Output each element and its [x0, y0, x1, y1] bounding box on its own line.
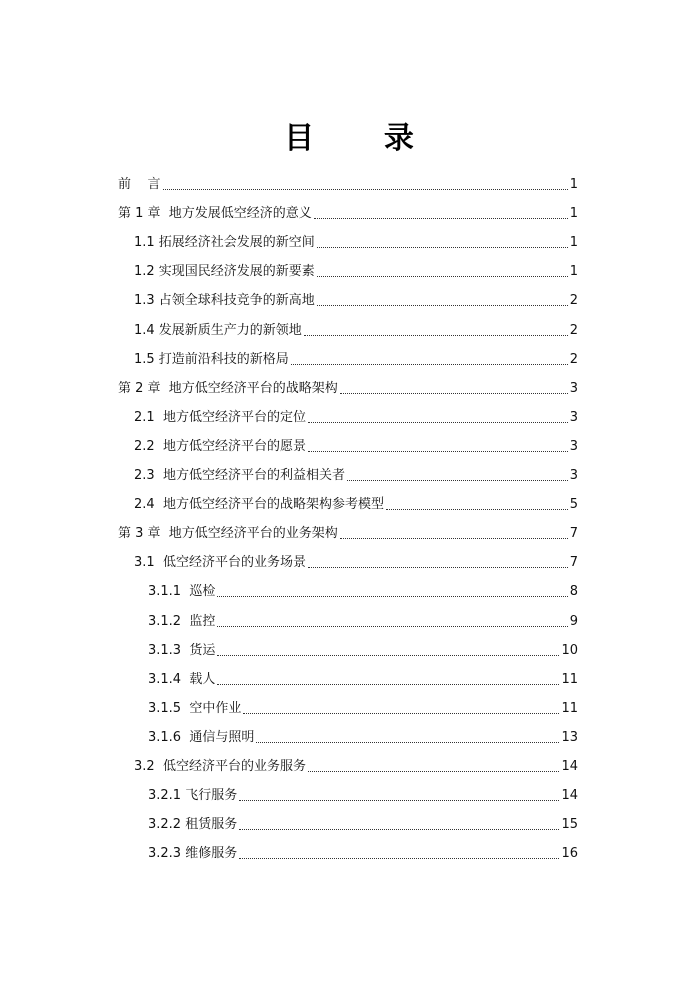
toc-entry-label: 3.1.2 监控 — [148, 613, 216, 629]
dot-leader — [239, 800, 559, 801]
toc-entry[interactable] — [148, 667, 578, 693]
toc-entry[interactable] — [148, 812, 578, 838]
toc-entry[interactable] — [148, 638, 578, 664]
toc-entry[interactable] — [134, 288, 578, 314]
dot-leader — [386, 509, 568, 510]
toc-entry-label: 2.2 地方低空经济平台的愿景 — [134, 438, 306, 454]
toc-entry-label: 3.2.1 飞行服务 — [148, 788, 238, 804]
toc-entry[interactable] — [118, 201, 578, 227]
toc-entry-page-number: 1 — [569, 235, 578, 251]
toc-entry[interactable] — [148, 783, 578, 809]
toc-entry-page-number: 3 — [569, 468, 578, 483]
toc-entry-label: 2.3 地方低空经济平台的利益相关者 — [134, 468, 345, 483]
toc-entry[interactable] — [118, 376, 578, 402]
toc-entry-page-number: 13 — [561, 729, 578, 745]
toc-entry-label: 1.3 占领全球科技竞争的新高地 — [134, 293, 315, 309]
toc-entry-label: 2.4 地方低空经济平台的战略架构参考模型 — [134, 497, 384, 513]
toc-entry[interactable] — [118, 172, 578, 198]
dot-leader — [217, 626, 567, 627]
toc-entry-label: 1.2 实现国民经济发展的新要素 — [134, 264, 315, 280]
toc-entry[interactable] — [134, 434, 578, 460]
dot-leader — [243, 713, 559, 714]
toc-entry-page-number: 3 — [569, 409, 578, 425]
toc-entry-page-number: 16 — [561, 846, 578, 862]
toc-entry[interactable] — [134, 230, 578, 256]
toc-entry-page-number: 7 — [569, 555, 578, 571]
toc-entry-label: 3.1.4 载人 — [148, 671, 216, 687]
toc-entry-page-number: 14 — [561, 759, 578, 774]
toc-entry-label: 3.2.3 维修服务 — [148, 846, 238, 862]
toc-entry-page-number: 11 — [561, 671, 578, 687]
toc-entry-label: 1.5 打造前沿科技的新格局 — [134, 351, 289, 367]
toc-entry-label: 3.1.3 货运 — [148, 642, 216, 658]
toc-entry-page-number: 5 — [569, 497, 578, 513]
toc-entry-label: 第 3 章 地方低空经济平台的业务架构 — [118, 526, 338, 542]
dot-leader — [308, 567, 568, 568]
toc-entry-page-number: 2 — [569, 351, 578, 367]
dot-leader — [308, 451, 568, 452]
toc-entry-label: 3.1.5 空中作业 — [148, 700, 242, 716]
toc-entry[interactable] — [134, 754, 578, 780]
toc-entry-page-number: 15 — [561, 817, 578, 833]
dot-leader — [317, 305, 568, 306]
toc-entry-page-number: 2 — [569, 293, 578, 309]
toc-entry-page-number: 8 — [569, 584, 578, 600]
dot-leader — [314, 218, 568, 219]
toc-entry[interactable] — [148, 579, 578, 605]
toc-entry[interactable] — [118, 521, 578, 547]
toc-entry[interactable] — [148, 841, 578, 867]
toc-entry-label: 3.2.2 租赁服务 — [148, 817, 238, 833]
dot-leader — [317, 247, 568, 248]
dot-leader — [291, 364, 568, 365]
dot-leader — [308, 422, 568, 423]
toc-entry-label: 3.1.1 巡检 — [148, 584, 216, 600]
toc-entry-page-number: 7 — [569, 526, 578, 542]
toc-entry[interactable] — [134, 463, 578, 489]
toc-entry[interactable] — [134, 318, 578, 344]
toc-entry-page-number: 3 — [569, 380, 578, 396]
dot-leader — [217, 655, 559, 656]
toc-entry-page-number: 2 — [569, 322, 578, 338]
toc-entry-page-number: 11 — [561, 700, 578, 716]
toc-entry[interactable] — [134, 347, 578, 373]
toc-entry[interactable] — [134, 405, 578, 431]
toc-entry-label: 第 2 章 地方低空经济平台的战略架构 — [118, 380, 338, 396]
dot-leader — [317, 276, 568, 277]
toc-entry-page-number: 9 — [569, 613, 578, 629]
toc-entry-label: 1.1 拓展经济社会发展的新空间 — [134, 235, 315, 251]
dot-leader — [239, 829, 559, 830]
toc-entry-label: 3.2 低空经济平台的业务服务 — [134, 759, 306, 774]
toc-entry-page-number: 3 — [569, 438, 578, 454]
toc-entry-page-number: 10 — [561, 642, 578, 658]
toc-entry[interactable] — [134, 259, 578, 285]
toc-entry-page-number: 1 — [569, 264, 578, 280]
dot-leader — [304, 335, 568, 336]
toc-entry-label: 3.1.6 通信与照明 — [148, 729, 255, 745]
toc-entry-label: 前 言 — [118, 177, 161, 192]
toc-entry-label: 1.4 发展新质生产力的新领地 — [134, 322, 302, 338]
dot-leader — [347, 480, 568, 481]
dot-leader — [340, 393, 568, 394]
dot-leader — [256, 742, 559, 743]
dot-leader — [239, 858, 559, 859]
toc-entry-page-number: 14 — [561, 788, 578, 804]
dot-leader — [217, 596, 567, 597]
toc-entry-page-number: 1 — [569, 206, 578, 222]
toc-entry-label: 第 1 章 地方发展低空经济的意义 — [118, 206, 312, 222]
toc-entry[interactable] — [148, 609, 578, 635]
toc-entry-label: 3.1 低空经济平台的业务场景 — [134, 555, 306, 571]
toc-entry[interactable] — [134, 492, 578, 518]
dot-leader — [217, 684, 559, 685]
dot-leader — [340, 538, 568, 539]
dot-leader — [163, 189, 568, 190]
toc-entry-page-number: 1 — [569, 177, 578, 192]
page-title: 目 录 — [284, 121, 415, 156]
toc-entry-label: 2.1 地方低空经济平台的定位 — [134, 409, 306, 425]
toc-entry[interactable] — [134, 550, 578, 576]
toc-entry[interactable] — [148, 696, 578, 722]
toc-entry[interactable] — [148, 725, 578, 751]
dot-leader — [308, 771, 560, 772]
